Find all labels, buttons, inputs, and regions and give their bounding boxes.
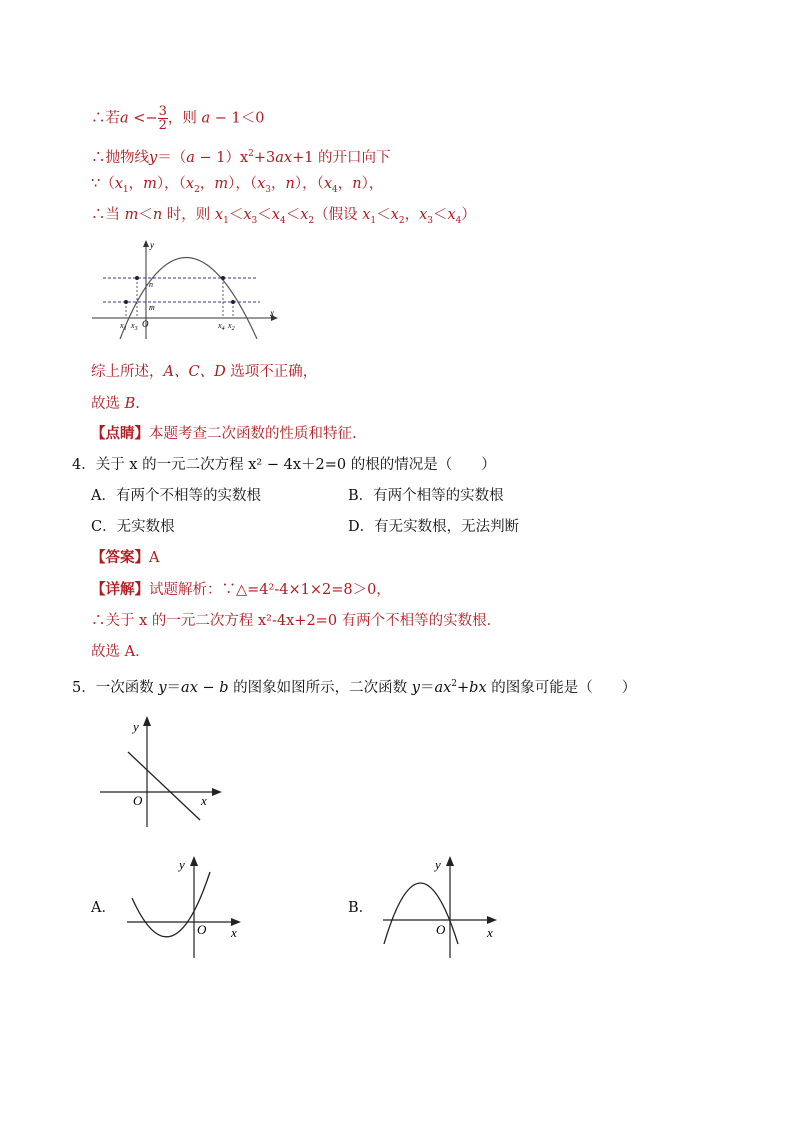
x3-label: $x_3$: [131, 321, 138, 332]
dianjing-line: 【点睛】本题考查二次函数的性质和特征.: [91, 425, 357, 442]
origin-label: O: [197, 922, 207, 937]
y-axis-arrow: [190, 856, 198, 866]
origin-label: O: [142, 319, 149, 329]
q4-option-a: A．有两个不相等的实数根: [91, 488, 261, 504]
line-4: ∴当 m＜n 时，则 $x_1<x_3<x_4<x_2$（假设 $x_1<x_2$，$x_3<x_4$）: [91, 207, 476, 226]
q4-conclusion: ∴关于 x 的一元二次方程 x²-4x+2=0 有两个不相等的实数根．: [91, 613, 502, 629]
x4-label: $x_4$: [218, 321, 225, 332]
q4-option-b: B．有两个相等的实数根: [348, 488, 504, 504]
point-x4-n: [221, 276, 225, 280]
choose-b-line: 故选 B.: [91, 396, 140, 412]
q4-detail: 【详解】试题解析：∵△=4²-4×1×2=8＞0，: [91, 581, 391, 598]
x2-label: $x_2$: [228, 321, 235, 332]
q5-stem: 5．一次函数 y＝ax − b 的图象如图所示，二次函数 $y=ax^2+bx$ 的图象可能是（ ）: [72, 679, 637, 696]
point-x1-m: [124, 300, 128, 304]
line-3: $\because(x_1$，m），（$x_2$，m），（$x_3$，n），（$x_4$，n），: [91, 176, 384, 195]
y-axis-label: y: [150, 240, 154, 250]
point-x3-n: [135, 276, 139, 280]
origin-label: O: [133, 793, 143, 808]
x-axis-arrow: [212, 788, 222, 796]
q4-option-c: C．无实数根: [91, 519, 175, 535]
y-axis-arrow: [143, 240, 149, 247]
summary-line: 综上所述，A、C、D 选项不正确，: [91, 364, 318, 380]
y-axis-arrow: [446, 856, 454, 866]
y-axis-label: y: [179, 857, 185, 872]
y-axis-arrow: [143, 716, 151, 726]
option-b-figure: [378, 852, 503, 962]
x-axis-label: x: [487, 925, 493, 940]
point-x2-m: [231, 300, 235, 304]
x-axis-label: x: [231, 925, 237, 940]
line-1: ∴若a <− $\frac{3}{2}$ ，则 a − 1＜0: [91, 104, 265, 133]
fraction-3-2: $\frac{3}{2}$: [158, 104, 167, 133]
n-label: n: [149, 280, 153, 289]
q5-option-b-label: B．: [348, 900, 374, 916]
y-axis-label: y: [133, 719, 139, 734]
linear-function-figure: [95, 712, 225, 832]
parabola-figure: [92, 236, 282, 342]
q5-option-a-label: A．: [91, 900, 116, 916]
x1-label: $x_1$: [120, 321, 127, 332]
x-axis-arrow: [487, 916, 497, 924]
line-graph: [128, 752, 200, 820]
x-axis-label: x: [201, 793, 207, 808]
y-axis-label: y: [435, 857, 441, 872]
q4-answer: 【答案】A: [91, 549, 160, 566]
origin-label: O: [436, 922, 446, 937]
m-label: m: [149, 303, 155, 312]
parabola-b: [384, 883, 458, 944]
line-2: ∴抛物线$y=(a - 1)x^2+3ax+1$ 的开口向下: [91, 149, 391, 166]
parabola-curve: [120, 258, 257, 340]
option-a-figure: [122, 852, 247, 962]
q4-stem: 4．关于 x 的一元二次方程 x² − 4x＋2=0 的根的情况是（ ）: [72, 457, 496, 473]
q4-option-d: D．有无实数根，无法判断: [348, 519, 520, 535]
x-axis-label: x: [270, 308, 274, 318]
q4-choose: 故选 A．: [91, 644, 150, 660]
